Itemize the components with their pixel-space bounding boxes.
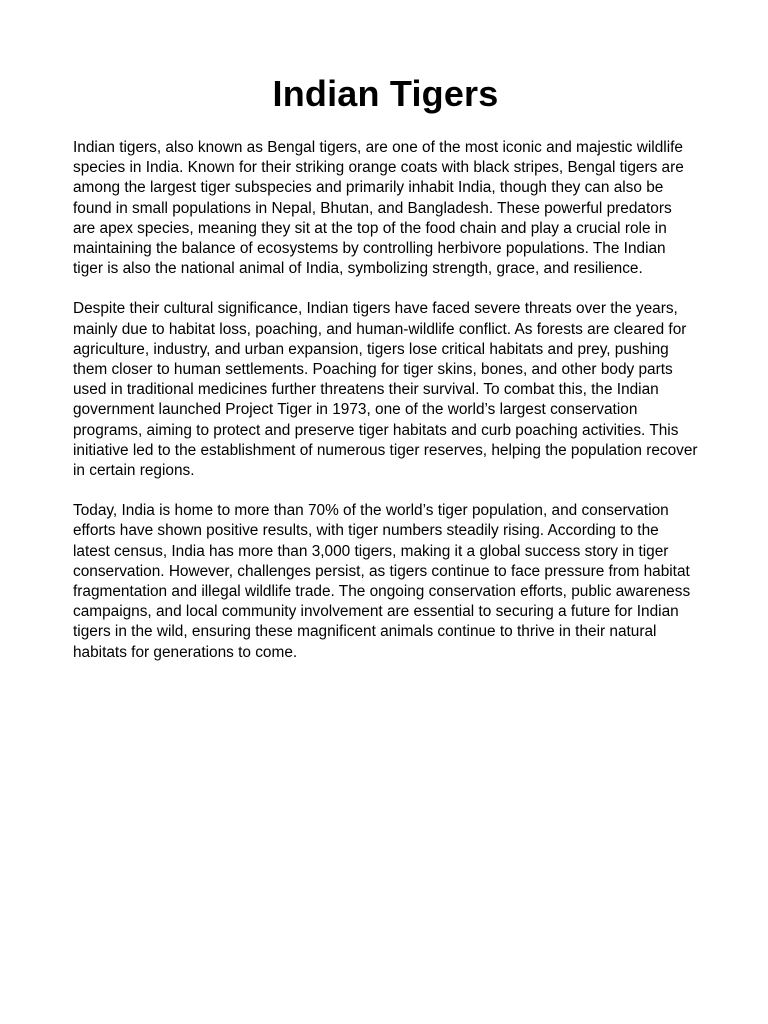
- paragraph-2: Despite their cultural significance, Indian tigers have faced severe threats over the years, mainly due to habitat loss, poaching, and human-wildlife conflict. As forests are cleared for agriculture, industry, and urban expansion, tigers lose critical habitats and prey, pushing them closer to human settlements. Poaching for tiger skins, bones, and other body parts used in traditional medicines further threatens their survival. To combat this, the Indian government launched Project Tiger in 1973, one of the world’s largest conservation programs, aiming to protect and preserve tiger habitats and curb poaching activities. This initiative led to the establishment of numerous tiger reserves, helping the population recover in certain regions.: [73, 300, 698, 480]
- paragraph-3: Today, India is home to more than 70% of the world’s tiger population, and conservation efforts have shown positive results, with tiger numbers steadily rising. According to the latest census, India has more than 3,000 tigers, making it a global success story in tiger conservation. However, challenges persist, as tigers continue to face pressure from habitat fragmentation and illegal wildlife trade. The ongoing conservation efforts, public awareness campaigns, and local community involvement are essential to securing a future for Indian tigers in the wild, ensuring these magnificent animals continue to thrive in their natural habitats for generations to come.: [73, 502, 691, 661]
- document-title: Indian Tigers: [272, 73, 499, 114]
- paragraph-1: Indian tigers, also known as Bengal tigers, are one of the most iconic and majestic wildlife species in India. Known for their striking orange coats with black stripes, Bengal tigers are among the largest tiger subspecies and primarily inhabit India, though they can also be found in small populations in Nepal, Bhutan, and Bangladesh. These powerful predators are apex species, meaning they sit at the top of the food chain and play a crucial role in maintaining the balance of ecosystems by controlling herbivore populations. The Indian tiger is also the national animal of India, symbolizing strength, grace, and resilience.: [73, 139, 684, 278]
